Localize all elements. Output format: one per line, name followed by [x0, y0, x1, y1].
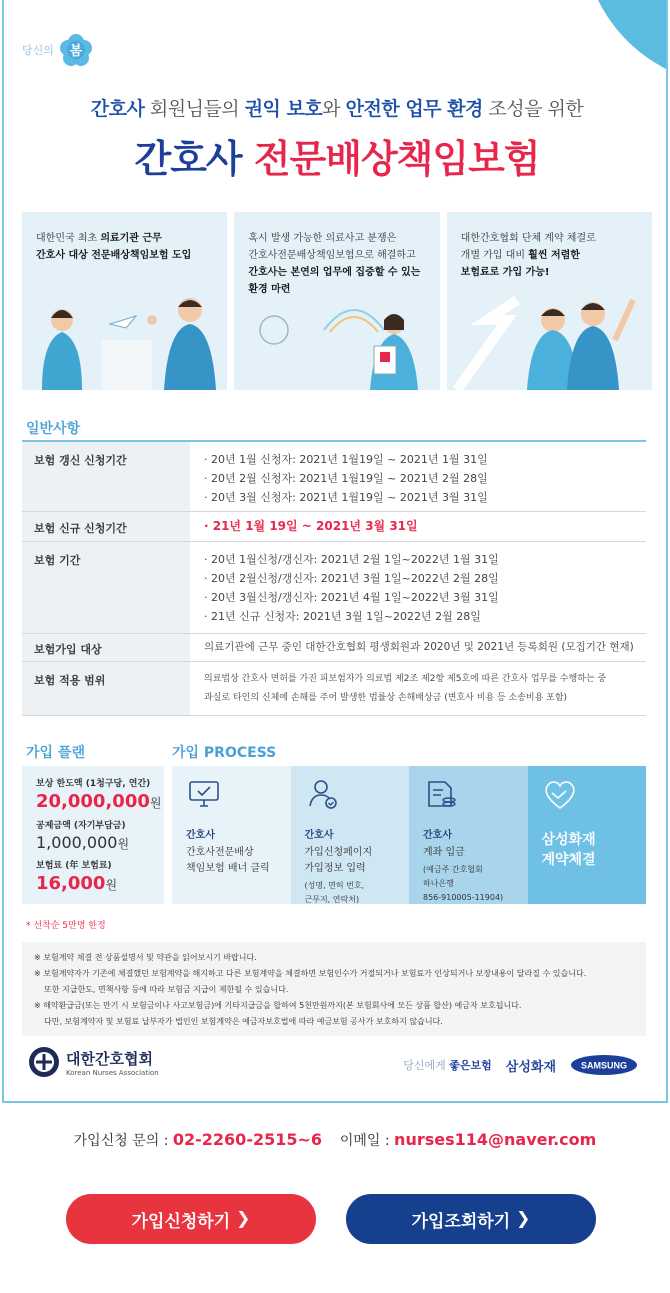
row-value-line: 과실로 타인의 신체에 손해를 주어 발생한 법률상 손해배상금 (변호사 비용 등 소송비용 포함)	[204, 693, 568, 703]
premium-value	[36, 873, 164, 894]
new-application-period: · 21년 1월 19일 ~ 2021년 3월 31일	[204, 519, 418, 533]
title-nurse: 간호사	[134, 137, 242, 181]
row-value-line: 의료기관에 근무 중인 대한간호협회 평생회원과 2020년 및 2021년 등록회원 (모집기간 현재)	[204, 641, 634, 653]
step-desc-line: 책임보험 배너 클릭	[186, 863, 270, 874]
nurse-illustration-2	[234, 280, 439, 390]
unit-won: 원	[117, 837, 130, 851]
row-value-line: · 21년 신규 신청자: 2021년 3월 1일~2022년 2월 28일	[204, 610, 481, 623]
table-row	[22, 634, 646, 662]
row-value	[190, 542, 646, 633]
row-value-line: · 20년 1월 신청자: 2021년 1월19일 ~ 2021년 1월 31일	[204, 453, 488, 466]
feature-panel-3	[447, 212, 652, 390]
row-label: 보험 기간	[22, 542, 190, 633]
row-value	[190, 634, 646, 661]
deductible-value	[36, 833, 164, 852]
brand-logo	[22, 32, 94, 68]
tagline-b: 좋은보험	[449, 1059, 492, 1072]
chevron-right-icon: ❯	[516, 1209, 531, 1229]
nurses-illustration-1	[22, 280, 227, 390]
feature-1-text: 대한민국 최초	[36, 233, 101, 244]
row-value-line: · 20년 1월신청/갱신자: 2021년 2월 1일~2022년 1월 31일	[204, 553, 499, 566]
feature-panel-2	[234, 212, 439, 390]
email-address[interactable]: nurses114@naver.com	[394, 1130, 597, 1149]
notice-box	[22, 942, 646, 1036]
step-desc	[305, 845, 410, 877]
table-row	[22, 442, 646, 512]
general-section-title: 일반사항	[26, 421, 81, 437]
tagline-a: 당신에게	[403, 1059, 450, 1072]
plan-box	[22, 766, 164, 904]
limit-value	[36, 791, 164, 812]
association-name: 대한간호협회	[66, 1049, 153, 1068]
deductible-amount: 1,000,000	[36, 833, 118, 852]
association-logo	[28, 1046, 159, 1078]
row-value-line: · 20년 3월 신청자: 2021년 1월19일 ~ 2021년 3월 31일	[204, 491, 488, 504]
step-desc	[423, 845, 528, 861]
notice-line: 다만, 보험계약자 및 보험료 납부자가 법인인 보험계약은 예금자보호법에 따라 예금보험 공사가 보호하지 않습니다.	[44, 1017, 443, 1026]
headline-rights: 권익 보호	[244, 98, 323, 120]
handshake-heart-icon	[542, 776, 578, 812]
step-actor: 간호사	[186, 830, 215, 841]
process-steps	[172, 766, 646, 904]
contact-info	[0, 1130, 670, 1150]
table-row	[22, 542, 646, 634]
apply-button[interactable]	[66, 1194, 316, 1244]
apply-button-label: 가입신청하기	[131, 1211, 231, 1232]
premium-label: 보험료 (年 보험료)	[36, 861, 112, 871]
feature-3-text-1: 대한간호협회 단체 계약 체결로	[460, 233, 596, 244]
svg-text:SAMSUNG: SAMSUNG	[580, 1060, 628, 1071]
bank-deposit-icon	[423, 776, 459, 812]
headline-text-3: 조성을 위한	[482, 98, 584, 120]
row-value	[190, 512, 646, 541]
headline-safe-env: 안전한 업무 환경	[345, 98, 483, 120]
flower-icon	[58, 32, 94, 68]
phone-label: 가입신청 문의 :	[73, 1133, 173, 1149]
insurer-name: 삼성화재	[505, 1059, 556, 1075]
step-desc-line: 가입정보 입력	[304, 863, 366, 874]
unit-won: 원	[149, 796, 162, 810]
step-sub-line: 856-910005-11904)	[423, 893, 504, 902]
notice-line: ※ 보험계약 체결 전 상품설명서 및 약관을 읽어보시기 바랍니다.	[34, 953, 257, 962]
premium-amount: 16,000	[36, 873, 106, 894]
insurer-tagline	[403, 1057, 492, 1073]
headline-text-2: 와	[322, 98, 346, 120]
table-row	[22, 512, 646, 542]
phone-number[interactable]: 02-2260-2515~6	[172, 1130, 323, 1149]
row-value-line: · 20년 2월 신청자: 2021년 1월19일 ~ 2021년 2월 28일	[204, 472, 488, 485]
brand-logo-big: 봄	[69, 44, 83, 59]
feature-3-text-2: 개별 가입 대비	[460, 250, 529, 261]
title-insurance: 전문배상책임보험	[253, 137, 540, 181]
feature-2-text-1: 혹시 발생 가능한 의료사고 분쟁은	[248, 233, 397, 244]
row-label: 보험 갱신 신청기간	[22, 442, 190, 511]
feature-panel-1	[22, 212, 227, 390]
limit-amount: 20,000,000	[36, 791, 150, 812]
step-desc	[186, 845, 291, 877]
limit-label: 보상 한도액 (1청구당, 연간)	[36, 779, 151, 789]
feature-2-bold-2: 환경 마련	[248, 284, 291, 295]
process-step-4	[528, 766, 647, 904]
feature-1-text-2: 간호사 대상 전문배상책임보험 도입	[36, 250, 192, 261]
feature-1-bold: 의료기관 근무	[100, 233, 162, 244]
row-value	[190, 442, 646, 511]
headline-title	[4, 128, 668, 183]
headline-subtitle	[4, 94, 668, 121]
row-value-line: · 20년 3월신청/갱신자: 2021년 4월 1일~2022년 3월 31일	[204, 591, 499, 604]
step-actor: 간호사	[304, 830, 334, 841]
step-desc-line: 계좌 입금	[423, 847, 465, 858]
headline-nurse: 간호사	[90, 98, 145, 120]
step-desc-line: 간호사전문배상	[186, 847, 254, 858]
email-label: 이메일 :	[339, 1133, 395, 1149]
row-value	[190, 662, 646, 715]
unit-won: 원	[105, 878, 118, 892]
process-step-2	[291, 766, 410, 904]
association-english: Korean Nurses Association	[66, 1068, 159, 1077]
general-table	[22, 442, 646, 716]
process-step-3	[409, 766, 528, 904]
row-value-line: 의료법상 간호사 면허를 가진 피보험자가 의료법 제2조 제2항 제5호에 따른 간호사 업무를 수행하는 중	[204, 674, 607, 684]
nurses-illustration-3	[447, 280, 652, 390]
check-button-label: 가입조회하기	[411, 1211, 511, 1232]
corner-decoration	[578, 0, 668, 90]
feature-3-bold-2: 보험료로 가입 가능!	[460, 267, 550, 278]
step-sub	[423, 863, 528, 905]
monitor-check-icon	[186, 776, 222, 812]
brand-logo-small: 당신의	[22, 44, 54, 57]
step-sub-line: (예금주 간호협회	[423, 865, 483, 874]
process-step-1	[172, 766, 291, 904]
user-check-icon	[305, 776, 341, 812]
headline-text-1: 회원님들의	[144, 98, 245, 120]
notice-line: ※ 보험계약자가 기존에 체결했던 보험계약을 해지하고 다른 보험계약을 체결하면 보험인수가 거절되거나 보험료가 인상되거나 보장내용이 달라질 수 있습니다.	[34, 969, 587, 978]
poster-frame	[2, 0, 668, 1103]
row-label: 보험 신규 신청기간	[22, 512, 190, 541]
feature-2-text-2: 간호사전문배상책임보험으로 해결하고	[248, 250, 416, 261]
table-row	[22, 662, 646, 716]
chevron-right-icon: ❯	[236, 1209, 251, 1229]
final-company: 삼성화재	[541, 832, 596, 848]
row-label: 보험 적용 범위	[22, 662, 190, 715]
step-sub	[305, 879, 410, 907]
step-desc-line: 가입신청페이지	[304, 847, 373, 858]
insurer-brand	[403, 1054, 638, 1076]
row-value-line: · 20년 2월신청/갱신자: 2021년 3월 1일~2022년 2월 28일	[204, 572, 499, 585]
plan-section-title: 가입 플랜	[26, 745, 85, 761]
feature-3-bold-1: 훨씬 저렴한	[528, 250, 580, 261]
check-application-button[interactable]	[346, 1194, 596, 1244]
step-actor: 간호사	[423, 830, 452, 841]
step-sub-line: 근무지, 연락처)	[304, 895, 360, 904]
notice-line: 또한 지급한도, 면책사항 등에 따라 보험금 지급이 제한될 수 있습니다.	[44, 985, 289, 994]
notice-line: ※ 해약환급금(또는 만기 시 보험금이나 사고보험금)에 기타지급금을 합하여 5천만원까지(본 보험회사에 모든 상품 합산) 예금자 보호됩니다.	[34, 1001, 522, 1010]
deductible-label: 공제금액 (자기부담금)	[36, 821, 126, 831]
plan-note: * 선착순 5만명 한정	[26, 921, 106, 931]
samsung-logo	[570, 1054, 638, 1076]
feature-2-bold-1: 간호사는 본연의 업무에 집중할 수 있는	[248, 267, 421, 278]
step-sub-line: 하나은행	[423, 879, 454, 888]
process-section-title: 가입 PROCESS	[172, 745, 277, 761]
row-label: 보험가입 대상	[22, 634, 190, 661]
step-sub-line: (성명, 면허 번호,	[304, 881, 365, 890]
association-text	[66, 1048, 159, 1077]
final-contract: 계약체결	[541, 852, 596, 868]
association-emblem-icon	[28, 1046, 60, 1078]
feature-panels	[22, 212, 652, 390]
